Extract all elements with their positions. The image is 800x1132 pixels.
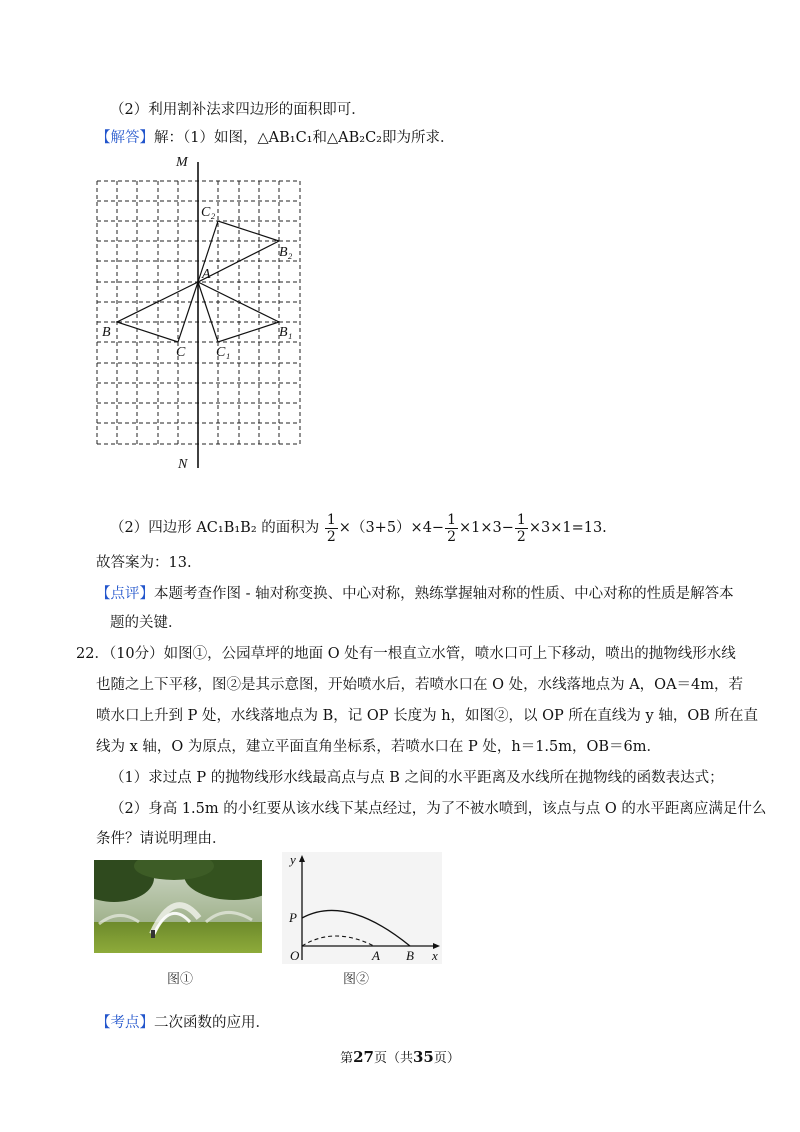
formula-suffix: ×3×1=13.: [528, 520, 607, 536]
area-formula: [110, 510, 607, 546]
kaodian-line: 【考点】二次函数的应用．: [96, 1015, 270, 1031]
label-B2: B₂: [279, 245, 293, 260]
label-M: M: [176, 155, 188, 170]
label-B1: B₁: [279, 325, 293, 340]
kaodian-tag: 【考点】: [96, 1015, 154, 1031]
page-number: 27: [353, 1048, 374, 1066]
formula-mid1: ×（3+5）×4−: [338, 520, 445, 536]
q22-line2: 也随之上下平移，图②是其示意图，开始喷水后，若喷水口在 O 处，水线落地点为 A，OA＝4m，若: [96, 677, 744, 693]
fig2-label-y: y: [290, 852, 296, 867]
q22-line4: 线为 x 轴，O 为原点，建立平面直角坐标系，若喷水口在 P 处，h＝1.5m，OB＝6m．: [96, 739, 662, 755]
sprinkler-photo: [94, 860, 262, 953]
parabola-figure: [282, 852, 442, 964]
label-C2: C₂: [201, 205, 216, 220]
fig1-caption: 图①: [167, 972, 194, 987]
answer-text: 解：（1）如图，△AB₁C₁和△AB₂C₂即为所求．: [154, 130, 455, 146]
fraction-1: $\frac{1}{2}$: [326, 511, 336, 545]
formula-mid2: ×1×3−: [459, 520, 514, 536]
formula-prefix: （2）四边形 AC₁B₁B₂ 的面积为: [110, 520, 320, 536]
page-footer: 第27页（共35页）: [340, 1048, 460, 1066]
fig2-label-A: A: [372, 948, 380, 963]
grid-figure: [90, 150, 320, 475]
label-C: C: [176, 345, 186, 360]
q22-sub2-line1: （2）身高 1.5m 的小红要从该水线下某点经过，为了不被水喷到，该点与点 O 的水平距离应满足什么: [110, 801, 767, 817]
q22-line3: 喷水口上升到 P 处，水线落地点为 B，记 OP 长度为 h，如图②，以 OP 所在直线为 y 轴，OB 所在直: [96, 708, 758, 724]
fraction-3: $\frac{1}{2}$: [516, 511, 526, 545]
fraction-2: $\frac{1}{2}$: [447, 511, 456, 545]
fig2-label-O: O: [290, 948, 300, 963]
q22-sub2-line2: 条件？请说明理由．: [96, 831, 227, 847]
label-C1: C₁: [216, 345, 231, 360]
label-A: A: [202, 267, 211, 282]
answer-line: [96, 128, 454, 148]
comment-line2: 题的关键．: [110, 615, 183, 631]
fig2-caption: 图②: [343, 972, 370, 987]
result-line: 故答案为：13.: [96, 555, 192, 571]
comment-tag: 【点评】: [96, 586, 154, 602]
answer-tag: 【解答】: [96, 130, 154, 146]
fig2-label-P: P: [289, 910, 297, 925]
total-pages: 35: [413, 1048, 434, 1066]
label-B: B: [102, 325, 111, 340]
q22-sub1: （1）求过点 P 的抛物线形水线最高点与点 B 之间的水平距离及水线所在抛物线的函数表达式；: [110, 770, 724, 786]
label-N: N: [178, 457, 188, 472]
fig2-label-x: x: [432, 948, 438, 963]
fig2-label-B: B: [406, 948, 414, 963]
q22-line1: 22．（10分）如图①，公园草坪的地面 O 处有一根直立水管，喷水口可上下移动，喷出的抛物线形水线: [76, 646, 736, 662]
hint-part2: （2）利用割补法求四边形的面积即可．: [110, 102, 366, 118]
comment-line1: 【点评】本题考查作图 - 轴对称变换、中心对称，熟练掌握轴对称的性质、中心对称的性质是解答本: [96, 586, 734, 602]
